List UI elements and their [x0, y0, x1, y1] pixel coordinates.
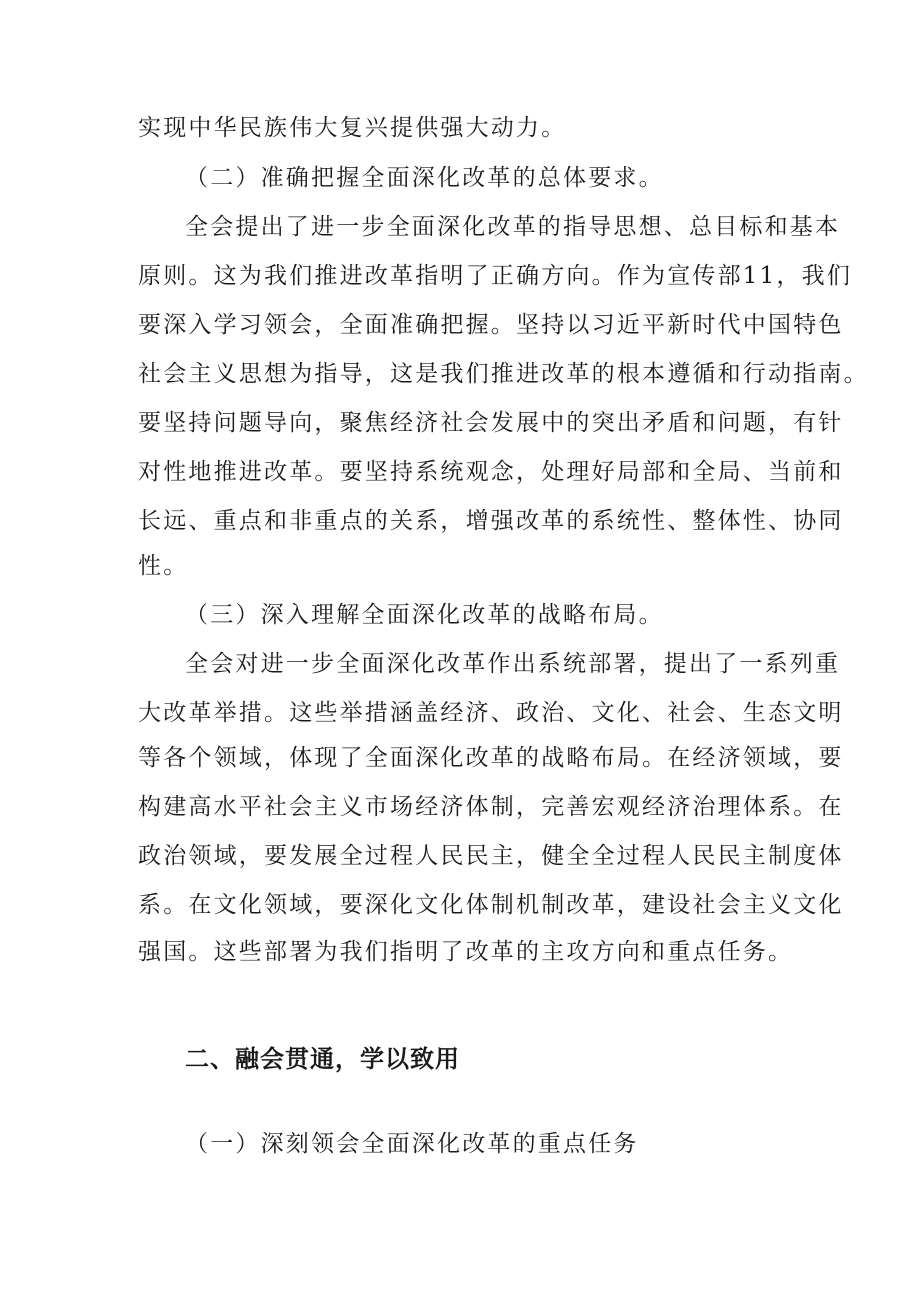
subsection-heading-3: （三）深入理解全面深化改革的战略布局。 [185, 602, 664, 628]
paragraph-line: 政治领域，要发展全过程人民民主，健全全过程人民民主制度体 [138, 843, 844, 869]
paragraph-line: 原则。这为我们推进改革指明了正确方向。作为宣传部11，我们 [138, 263, 853, 289]
paragraph-line: 性。 [138, 553, 189, 579]
paragraph-line: 长远、重点和非重点的关系，增强改革的系统性、整体性、协同 [138, 508, 844, 534]
paragraph-line: 社会主义思想为指导，这是我们推进改革的根本遵循和行动指南。 [138, 361, 869, 387]
paragraph-line: 强国。这些部署为我们指明了改革的主攻方向和重点任务。 [138, 939, 794, 965]
section-heading: 二、融会贯通，学以致用 [185, 1045, 460, 1073]
paragraph-line: 等各个领域，体现了全面深化改革的战略布局。在经济领域，要 [138, 745, 844, 771]
paragraph-line: 构建高水平社会主义市场经济体制，完善宏观经济治理体系。在 [138, 794, 844, 820]
paragraph-line: 大改革举措。这些举措涵盖经济、政治、文化、社会、生态文明 [138, 700, 844, 726]
subsection-heading-2: （二）准确把握全面深化改革的总体要求。 [185, 165, 664, 191]
paragraph-line: 全会对进一步全面深化改革作出系统部署，提出了一系列重 [185, 651, 841, 677]
paragraph-line: 系。在文化领域，要深化文化体制机制改革，建设社会主义文化 [138, 892, 844, 918]
paragraph-line: 实现中华民族伟大复兴提供强大动力。 [138, 115, 567, 141]
paragraph-line: 要坚持问题导向，聚焦经济社会发展中的突出矛盾和问题，有针 [138, 410, 844, 436]
paragraph-line: 要深入学习领会，全面准确把握。坚持以习近平新时代中国特色 [138, 312, 844, 338]
paragraph-line: 对性地推进改革。要坚持系统观念，处理好局部和全局、当前和 [138, 459, 844, 485]
paragraph-line: 全会提出了进一步全面深化改革的指导思想、总目标和基本 [185, 214, 841, 240]
subsection-heading-1: （一）深刻领会全面深化改革的重点任务 [185, 1131, 639, 1157]
